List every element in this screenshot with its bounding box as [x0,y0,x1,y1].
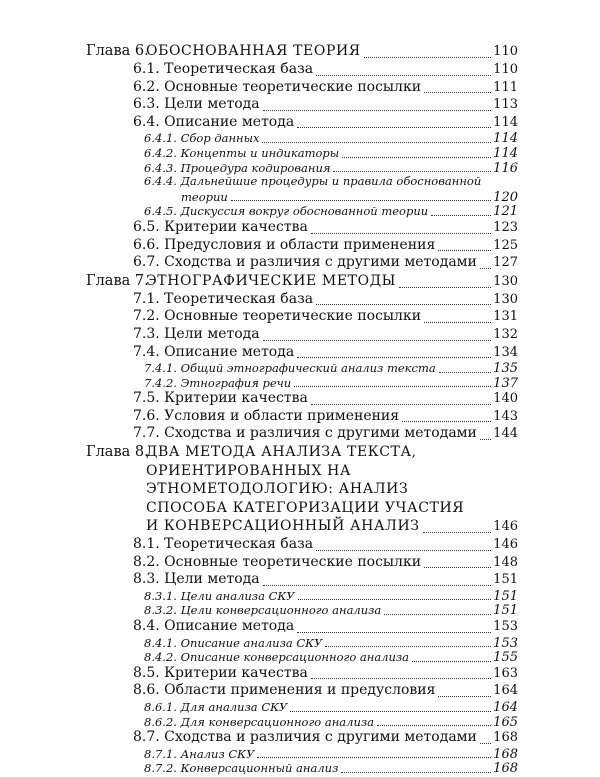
entry-page-number: 153 [493,619,518,635]
chapter-number: Глава 7. [86,272,149,289]
entry-page-number: 148 [493,554,518,570]
chapter-heading [0,445,600,537]
chapter-title-line [146,519,518,537]
entry-page-number: 120 [493,189,518,205]
entry-label: 8.6.2. Для конверсационного анализа [144,714,374,729]
entry-page-number: 135 [493,361,518,377]
entry-label: 7.6. Условия и области применения [133,407,400,424]
entry-page-number: 146 [493,519,518,535]
subsection-entry [144,762,518,777]
subsection-entry [144,716,518,731]
entry-label: 6.4.2. Концепты и индикаторы [144,145,340,160]
entry-label: 6.2. Основные теоретические посылки [133,78,422,95]
entry-page-number: 151 [493,603,518,619]
entry-label: 6.1. Теоретическая база [133,61,314,77]
subsection-entry [0,176,600,205]
chapter-title: ЭТНОМЕТОДОЛОГИЮ: АНАЛИЗ [146,481,409,498]
dot-leader [423,531,492,533]
chapter-title-line [86,445,600,464]
entry-label: 8.4. Описание метода [133,618,295,635]
dot-leader [263,109,492,111]
dot-leader [297,356,491,358]
section-entry [133,220,518,238]
entry-label: 7.5. Критерии качества [133,390,308,407]
section-entry [133,537,518,555]
dot-leader [480,742,491,744]
dot-leader [480,267,491,269]
dot-leader [298,598,492,600]
entry-page-number: 127 [493,255,518,271]
entry-label: 6.4. Описание метода [133,113,295,130]
dot-leader [412,660,491,662]
dot-leader [297,631,491,633]
dot-leader [439,371,491,373]
dot-leader [384,613,491,615]
subsection-entry [144,637,518,652]
entry-label: 7.1. Теоретическая база [133,290,314,307]
entry-page-number: 116 [493,160,518,176]
entry-page-number: 153 [493,635,518,651]
entry-page-number: 110 [493,44,518,59]
entry-page-number: 110 [493,62,518,77]
dot-leader [316,74,491,76]
dot-leader [424,91,491,93]
entry-label: теории [181,189,228,204]
entry-page-number: 164 [493,700,518,715]
entry-label: 7.4.2. Этнография речи [144,375,292,390]
entry-label: 7.7. Сходства и различия с другими методами [133,425,477,442]
entry-label: 6.7. Сходства и различия с другими методами [133,254,477,271]
section-entry [133,309,518,327]
entry-label: 6.4.3. Процедура кодирования [144,160,331,175]
table-of-contents [0,44,600,777]
entry-label: 8.4.1. Описание анализа СКУ [144,635,323,650]
chapter-title: ОРИЕНТИРОВАННЫХ НА [146,462,352,479]
subsection-entry [144,590,518,605]
dot-leader [325,645,491,647]
entry-label: 6.4.1. Сбор данных [144,131,260,146]
subsection-entry [144,147,518,162]
entry-page-number: 151 [493,588,518,604]
section-entry [133,327,518,345]
dot-leader [231,199,491,201]
chapter-title: ДВА МЕТОДА АНАЛИЗА ТЕКСТА, [146,444,417,461]
subsection-entry [144,205,518,220]
subsection-entry [144,377,518,392]
entry-page-number: 114 [493,145,518,161]
section-entry [133,572,518,590]
section-entry [133,238,518,256]
entry-label: 8.3.1. Цели анализа СКУ [144,588,295,603]
entry-label: 8.3. Цели метода [133,571,260,588]
dot-leader [424,566,491,568]
entry-label-line [181,191,518,206]
section-entry [133,80,518,98]
dot-leader [262,141,491,143]
entry-label: 8.5. Критерии качества [133,664,308,681]
entry-page-number: 137 [493,375,518,391]
dot-leader [297,126,491,128]
dot-leader [424,321,491,323]
section-entry [133,666,518,684]
dot-leader [480,438,491,440]
entry-label-line [144,176,600,191]
entry-label: 8.1. Теоретическая база [133,536,314,553]
entry-label: 6.4.5. Дискуссия вокруг обоснованной теории [144,204,429,219]
section-entry [133,409,518,427]
entry-page-number: 134 [493,344,518,360]
entry-page-number: 114 [493,114,518,130]
dot-leader [263,584,492,586]
entry-label: 7.4.1. Общий этнографический анализ текста [144,361,436,376]
entry-page-number: 146 [493,537,518,553]
dot-leader [341,771,491,773]
entry-label: 8.7.2. Конверсационный анализ [144,761,339,776]
entry-page-number: 130 [493,291,518,307]
chapter-number: Глава 8. [86,444,149,461]
chapter-title: ЭТНОГРАФИЧЕСКИЕ МЕТОДЫ [146,272,397,289]
chapter-heading [86,274,518,292]
entry-label: 6.3. Цели метода [133,96,260,113]
subsection-entry [144,132,518,147]
section-entry [133,555,518,573]
entry-page-number: 140 [493,391,518,407]
subsection-entry [144,362,518,377]
section-entry [133,345,518,363]
dot-leader [438,249,491,251]
dot-leader [294,385,491,387]
chapter-title-line [146,501,600,520]
entry-page-number: 130 [493,273,518,289]
entry-label: 8.6. Области применения и предусловия [133,682,436,699]
entry-page-number: 164 [493,683,518,699]
dot-leader [311,232,491,234]
dot-leader [377,724,491,726]
entry-page-number: 111 [493,79,518,95]
entry-page-number: 144 [493,426,518,442]
subsection-entry [144,604,518,619]
section-entry [133,292,518,310]
dot-leader [364,56,491,58]
entry-page-number: 151 [493,572,518,588]
subsection-entry [144,701,518,716]
entry-page-number: 131 [493,309,518,325]
dot-leader [342,156,491,158]
chapter-title-line [146,482,600,501]
chapter-title-line [146,464,600,483]
section-entry [133,730,518,748]
dot-leader [311,403,491,405]
dot-leader [402,420,491,422]
dot-leader [431,214,491,216]
entry-page-number: 165 [493,714,518,730]
entry-label: 6.4.4. Дальнейшие процедуры и правила обоснованной [144,174,482,189]
section-entry [133,683,518,701]
chapter-heading [86,44,518,62]
entry-label: 7.3. Цели метода [133,325,260,342]
section-entry [133,62,518,80]
entry-label: 8.6.1. Для анализа СКУ [144,700,288,714]
entry-page-number: 121 [493,204,518,220]
dot-leader [290,710,491,712]
entry-label: 6.6. Предусловия и области применения [133,236,436,253]
dot-leader [438,695,491,697]
dot-leader [311,677,491,679]
dot-leader [263,339,492,341]
section-entry [133,255,518,273]
entry-page-number: 155 [493,650,518,666]
dot-leader [316,549,491,551]
section-entry [133,391,518,409]
chapter-title: ОБОСНОВАННАЯ ТЕОРИЯ [146,43,361,59]
entry-label: 8.2. Основные теоретические посылки [133,553,422,570]
entry-label: 8.4.2. Описание конверсационного анализа [144,650,410,665]
entry-page-number: 168 [493,730,518,746]
entry-page-number: 123 [493,219,518,235]
entry-page-number: 168 [493,746,518,762]
dot-leader [257,756,491,758]
chapter-title: СПОСОБА КАТЕГОРИЗАЦИИ УЧАСТИЯ [146,499,465,516]
entry-page-number: 114 [493,131,518,147]
section-entry [133,619,518,637]
section-entry [133,426,518,444]
section-entry [133,97,518,115]
entry-label: 6.5. Критерии качества [133,218,308,235]
entry-label: 8.3.2. Цели конверсационного анализа [144,603,382,618]
entry-label: И КОНВЕРСАЦИОННЫЙ АНАЛИЗ [146,518,420,535]
entry-page-number: 168 [493,761,518,777]
dot-leader [333,170,491,172]
dot-leader [316,303,491,305]
entry-page-number: 163 [493,665,518,681]
chapter-number: Глава 6. [86,43,149,59]
entry-label: 8.7. Сходства и различия с другими методами [133,729,477,746]
subsection-entry [144,651,518,666]
entry-label: 7.4. Описание метода [133,343,295,360]
entry-page-number: 143 [493,408,518,424]
section-entry [133,115,518,133]
entry-label: 8.7.1. Анализ СКУ [144,746,255,761]
entry-label: 7.2. Основные теоретические посылки [133,308,422,325]
entry-page-number: 125 [493,237,518,253]
entry-page-number: 132 [493,326,518,342]
entry-page-number: 113 [493,97,518,113]
dot-leader [399,286,491,288]
